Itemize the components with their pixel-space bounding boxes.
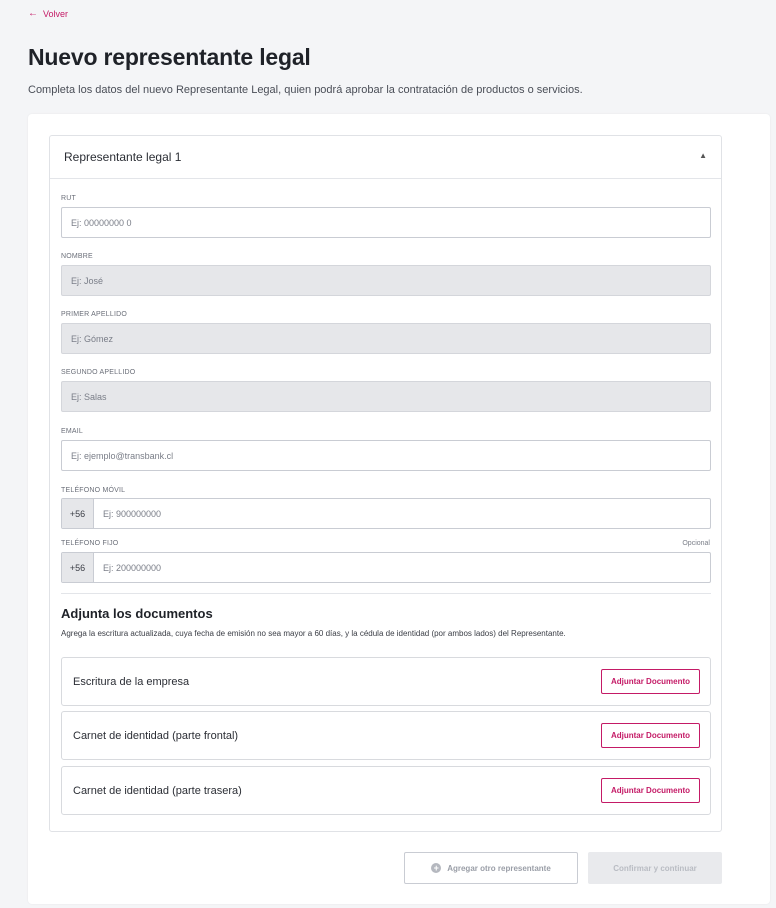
back-link[interactable] [28, 9, 68, 19]
telefono-fijo-label: TELÉFONO FIJO [61, 540, 119, 547]
document-row-carnet-trasera [61, 766, 711, 815]
telefono-movil-prefix: +56 [62, 499, 94, 528]
nombre-input [61, 265, 711, 296]
primer-apellido-input [61, 323, 711, 354]
document-row-carnet-frontal [61, 711, 711, 760]
document-name: Escritura de la empresa [73, 675, 190, 688]
segundo-apellido-input [61, 381, 711, 412]
primer-apellido-label: PRIMER APELLIDO [61, 311, 128, 318]
telefono-fijo-input[interactable] [94, 553, 710, 582]
segundo-apellido-label: SEGUNDO APELLIDO [61, 369, 136, 376]
email-label: EMAIL [61, 428, 84, 435]
telefono-movil-field [61, 498, 711, 529]
telefono-fijo-prefix: +56 [62, 553, 94, 582]
chevron-up-icon[interactable]: ▲ [699, 150, 707, 160]
page-subtitle: Completa los datos del nuevo Representante Legal, quien podrá aprobar la contratación de productos o servicios. [28, 84, 583, 96]
nombre-label: NOMBRE [61, 253, 93, 260]
arrow-left-icon: ← [28, 8, 38, 19]
attach-document-button[interactable]: Adjuntar Documento [601, 778, 700, 803]
attach-document-button[interactable]: Adjuntar Documento [601, 723, 700, 748]
rut-label: RUT [61, 195, 76, 202]
attach-document-button[interactable]: Adjuntar Documento [601, 669, 700, 694]
telefono-movil-input[interactable] [94, 499, 710, 528]
divider [61, 593, 711, 594]
representative-accordion [49, 135, 722, 832]
email-input[interactable] [61, 440, 711, 471]
document-name: Carnet de identidad (parte trasera) [73, 784, 242, 797]
page-title: Nuevo representante legal [28, 44, 311, 70]
telefono-movil-label: TELÉFONO MÓVIL [61, 487, 126, 494]
add-representative-label: Agregar otro representante [447, 863, 551, 873]
telefono-fijo-field [61, 552, 711, 583]
optional-label: Opcional [682, 540, 710, 547]
confirm-button[interactable]: Confirmar y continuar [588, 852, 722, 884]
documents-title: Adjunta los documentos [61, 606, 213, 621]
representative-accordion-header[interactable] [50, 136, 721, 179]
plus-circle-icon: + [431, 863, 441, 873]
rut-input[interactable] [61, 207, 711, 238]
form-card [28, 114, 770, 904]
document-name: Carnet de identidad (parte frontal) [73, 729, 239, 742]
representative-title: Representante legal 1 [64, 150, 182, 164]
document-row-escritura [61, 657, 711, 706]
back-link-label: Volver [43, 9, 69, 19]
add-representative-button[interactable] [404, 852, 578, 884]
documents-description: Agrega la escritura actualizada, cuya fecha de emisión no sea mayor a 60 días, y la cédula de identidad (por ambos lados) del Representante. [61, 629, 566, 638]
